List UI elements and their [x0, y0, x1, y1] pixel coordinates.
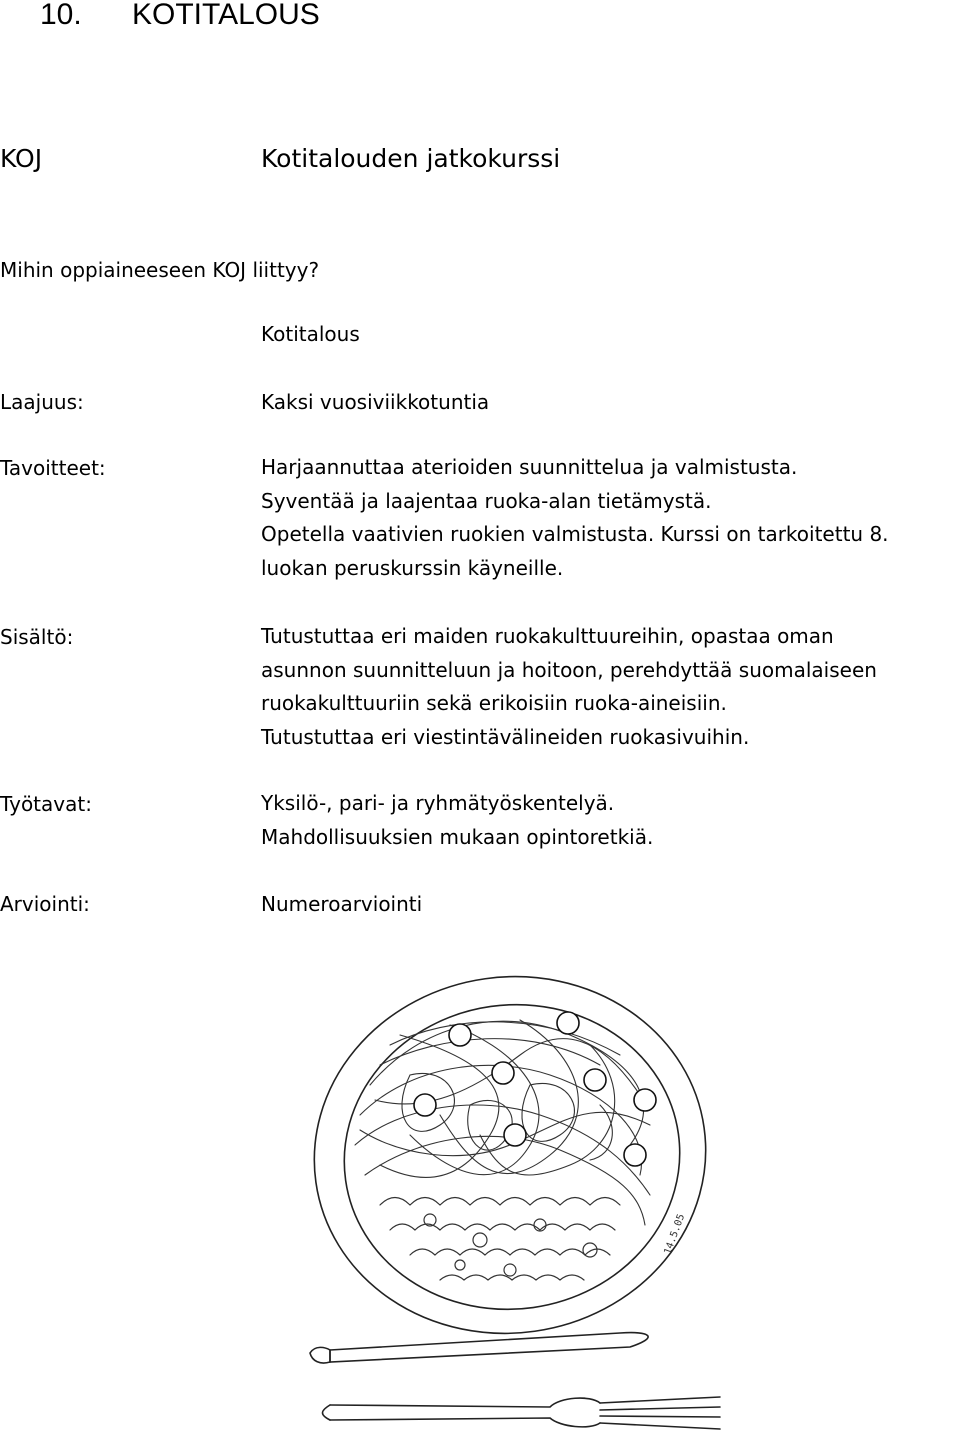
sisalto-value [261, 620, 951, 754]
plate-outer-rim [300, 965, 729, 1359]
sisalto-line: Tutustuttaa eri viestintävälineiden ruokasivuihin. [261, 724, 750, 749]
course-code: KOJ [0, 144, 43, 173]
chapter-number: 10. [40, 0, 82, 31]
tavoitteet-line: Opetella vaativien ruokien valmistusta. Kurssi on tarkoitettu 8. [261, 522, 889, 546]
spaghetti-strands [355, 1020, 650, 1225]
tavoitteet-label: Tavoitteet: [0, 456, 106, 480]
tyotavat-line: Yksilö-, pari- ja ryhmätyöskentelyä. [261, 791, 615, 815]
tavoitteet-value [261, 451, 951, 585]
tavoitteet-line: luokan peruskurssin käyneille. [261, 555, 564, 580]
tavoitteet-line: Syventää ja laajentaa ruoka-alan tietämystä. [261, 488, 712, 513]
chapter-title: KOTITALOUS [132, 0, 320, 31]
subject-question: Mihin oppiaineeseen KOJ liittyy? [0, 258, 320, 282]
spaghetti-plate-drawing [300, 965, 730, 1452]
tavoitteet-line: Harjaannuttaa aterioiden suunnittelua ja valmistusta. [261, 455, 798, 479]
subject-answer: Kotitalous [261, 322, 360, 346]
arviointi-value [261, 888, 951, 922]
salad-pile [380, 1198, 620, 1281]
fork [323, 1397, 721, 1429]
tyotavat-label: Työtavat: [0, 792, 92, 816]
tyotavat-line: Mahdollisuuksien mukaan opintoretkiä. [261, 824, 654, 849]
laajuus-value [261, 386, 951, 420]
sisalto-label: Sisältö: [0, 625, 74, 649]
arviointi-line: Numeroarviointi [261, 892, 423, 916]
knife [310, 1333, 648, 1363]
sisalto-line: ruokakulttuuriin sekä erikoisiin ruoka-aineisiin. [261, 691, 727, 715]
sisalto-line: asunnon suunnitteluun ja hoitoon, perehdyttää suomalaiseen [261, 657, 877, 682]
arviointi-label: Arviointi: [0, 892, 90, 916]
artist-signature: 14.5.05 [662, 1212, 688, 1257]
meatballs [414, 1012, 656, 1166]
laajuus-label: Laajuus: [0, 390, 84, 414]
sisalto-line: Tutustuttaa eri maiden ruokakulttuureihin, opastaa oman [261, 624, 834, 648]
course-name: Kotitalouden jatkokurssi [261, 144, 561, 173]
tyotavat-value [261, 787, 951, 854]
laajuus-line: Kaksi vuosiviikkotuntia [261, 390, 490, 414]
